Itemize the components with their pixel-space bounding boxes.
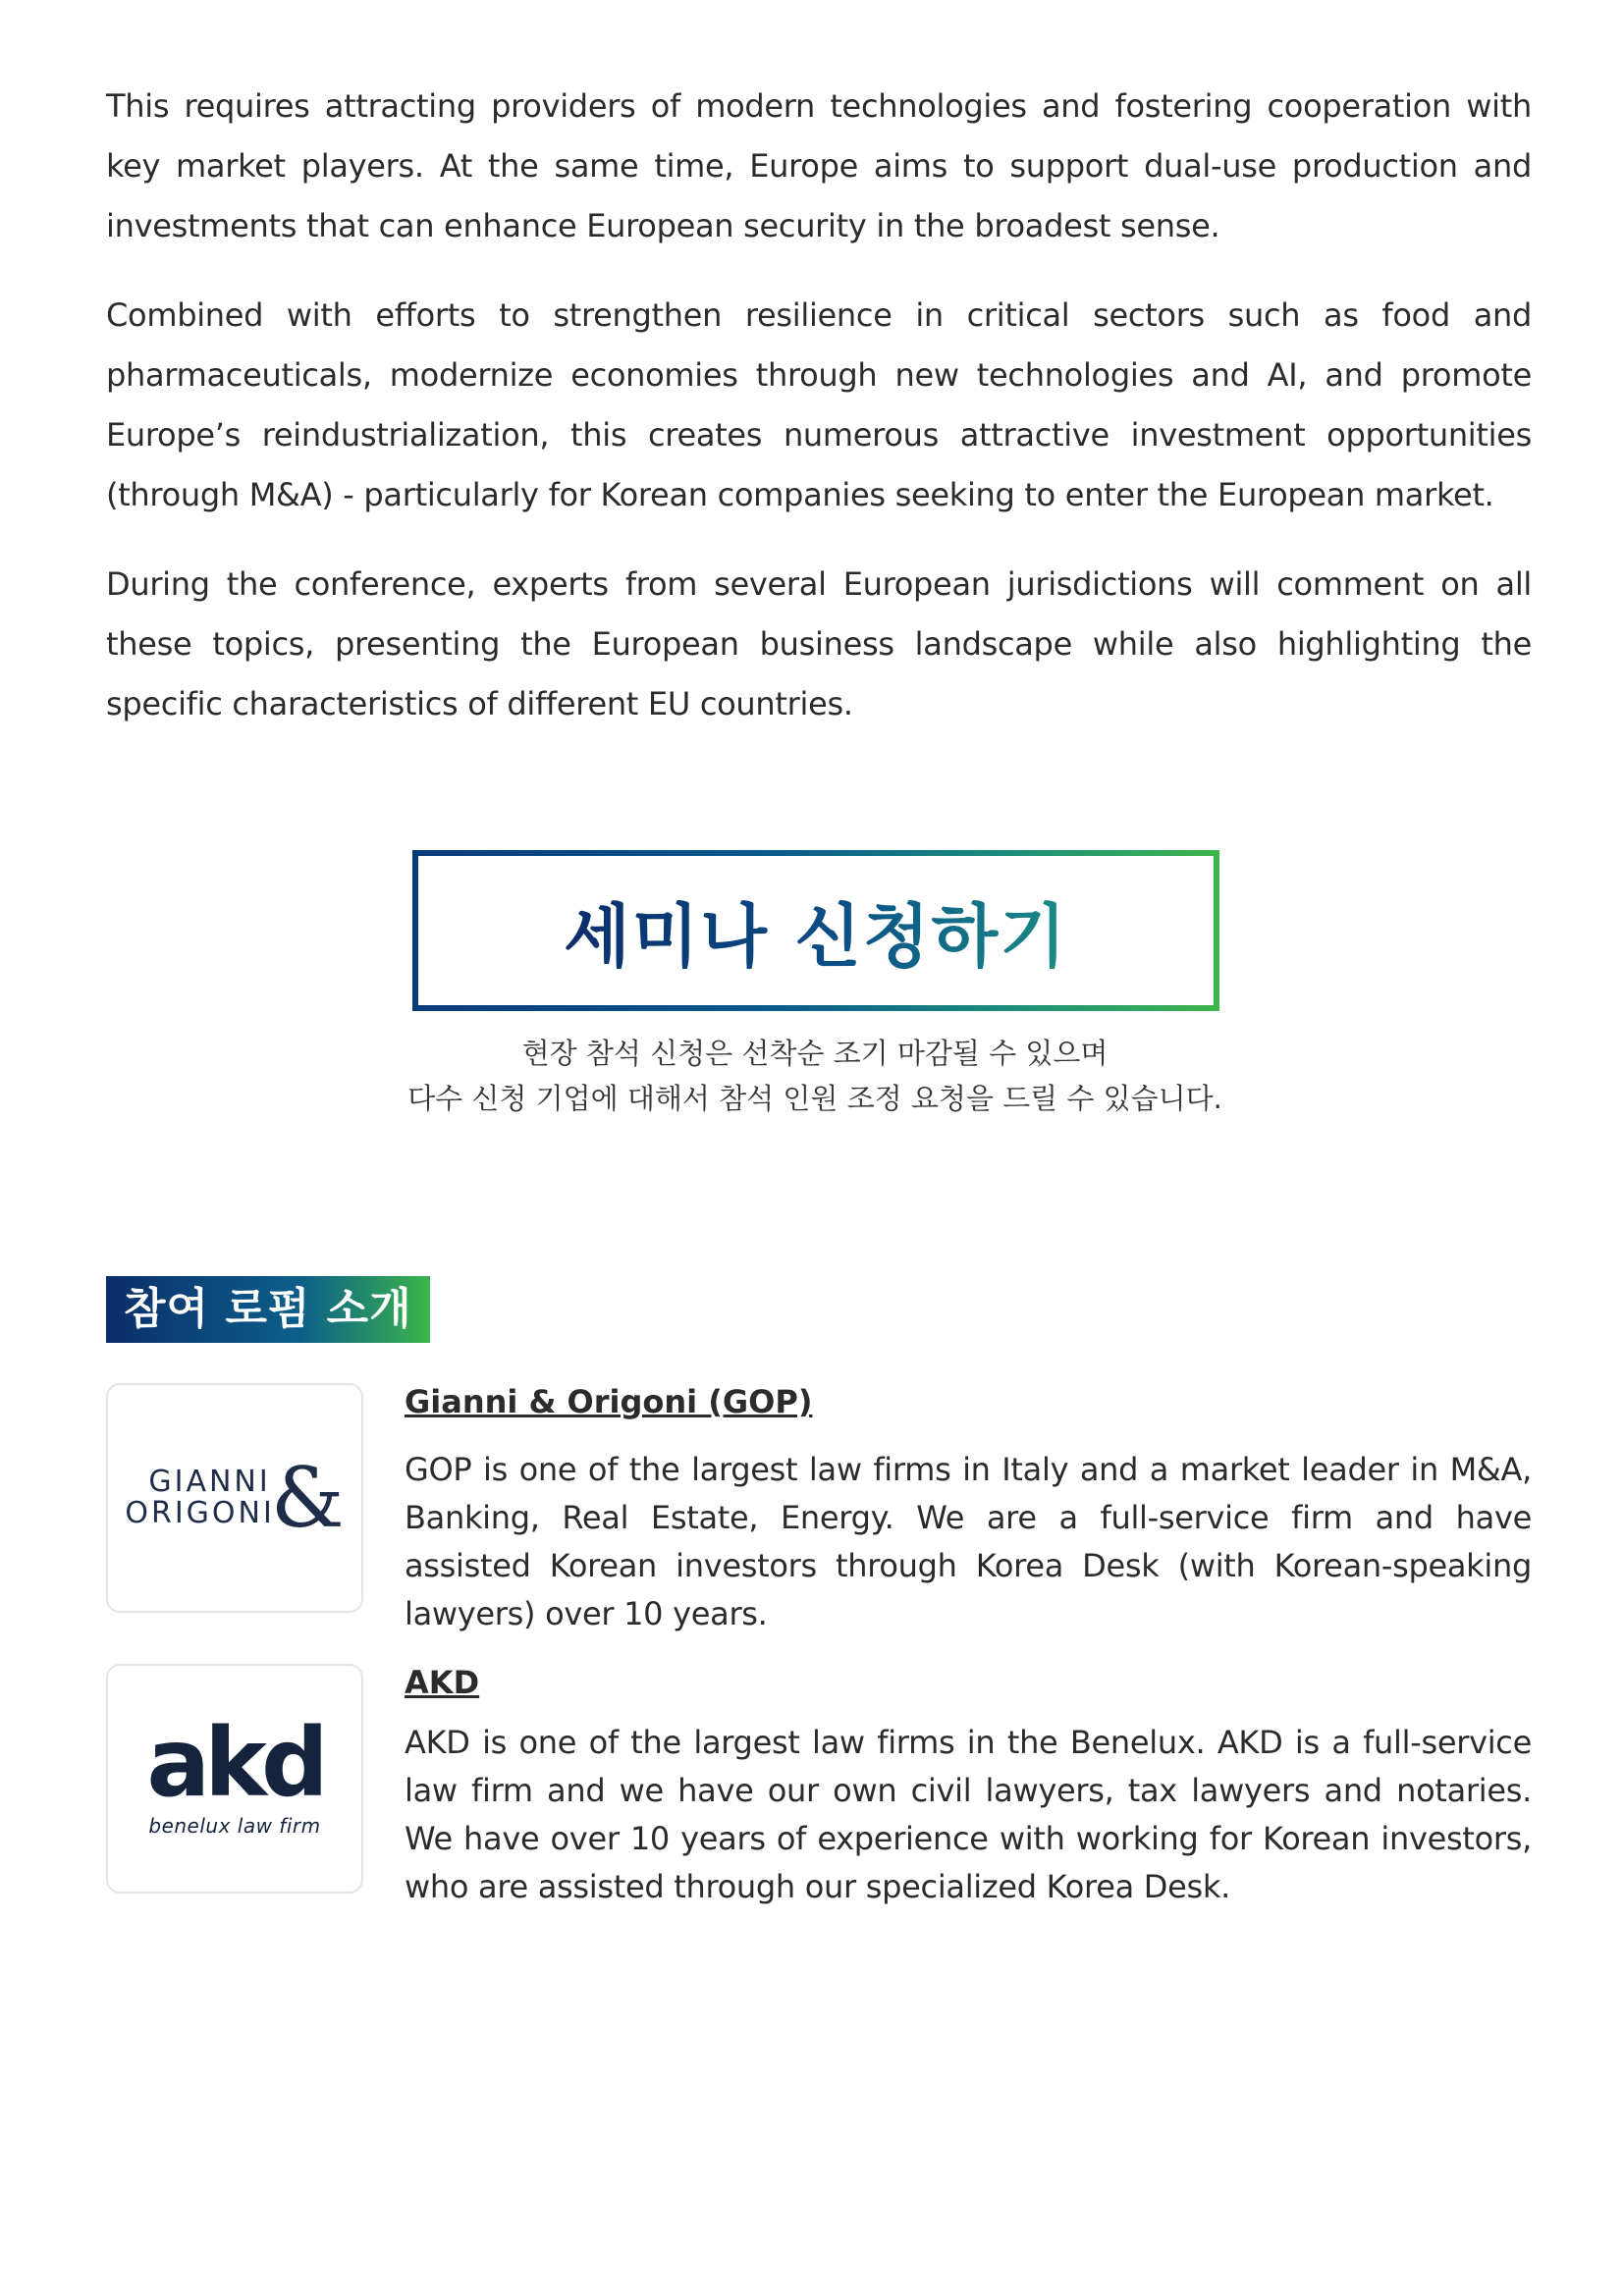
intro-paragraph: During the conference, experts from several European jurisdictions will comment on all these topics, presenting the European business landscape while also highlighting the specific characteristics of different EU countries. xyxy=(106,565,1532,722)
akd-logo-wordmark: akd xyxy=(146,1708,323,1818)
firm-body-akd xyxy=(405,1664,1532,1911)
registration-notice-line: 다수 신청 기업에 대해서 참석 인원 조정 요청을 드릴 수 있습니다. xyxy=(407,1082,1222,1115)
firm-body-gop xyxy=(405,1383,1532,1638)
gop-logo-ampersand: & xyxy=(270,1450,345,1546)
seminar-apply-label: 세미나 신청하기 xyxy=(564,881,1068,981)
firm-name-link-akd[interactable]: AKD xyxy=(405,1664,480,1701)
akd-logo-mark xyxy=(146,1708,323,1838)
firms-section-heading: 참여 로펌 소개 xyxy=(106,1276,430,1343)
gop-logo-line1: GIANNI xyxy=(148,1465,271,1499)
intro-section xyxy=(106,77,1532,764)
gop-logo-mark xyxy=(125,1450,345,1546)
gop-logo-line2: ORIGONI xyxy=(125,1496,275,1530)
akd-logo-tagline: benelux law firm xyxy=(148,1814,321,1838)
registration-notice xyxy=(295,1031,1335,1121)
intro-paragraph: This requires attracting providers of modern technologies and fostering cooperation with key market players. At the same time, Europe aims to support dual-use production and investments that can enhance European security in the broadest sense. xyxy=(106,87,1532,244)
registration-notice-line: 현장 참석 신청은 선착순 조기 마감될 수 있으며 xyxy=(521,1037,1109,1070)
akd-logo xyxy=(106,1664,363,1894)
seminar-apply-button-inner[interactable] xyxy=(418,856,1214,1005)
gop-logo xyxy=(106,1383,363,1613)
firm-description-gop: GOP is one of the largest law firms in Italy and a market leader in M&A, Banking, Real Estate, Energy. We are a full-service firm and have assisted Korean investors through Korea Desk (with Korean-speaking lawyers) over 10 years. xyxy=(405,1451,1532,1632)
firm-description-akd: AKD is one of the largest law firms in the Benelux. AKD is a full-service law firm and we have our own civil lawyers, tax lawyers and notaries. We have over 10 years of experience with working for Korean investors, who are assisted through our specialized Korea Desk. xyxy=(405,1724,1532,1905)
seminar-apply-button[interactable] xyxy=(412,850,1219,1011)
intro-paragraph: Combined with efforts to strengthen resilience in critical sectors such as food and pharmaceuticals, modernize economies through new technologies and AI, and promote Europe’s reindustrialization, this creates numerous attractive investment opportunities (through M&A) - particularly for Korean companies seeking to enter the European market. xyxy=(106,296,1532,513)
firm-name-link-gop[interactable]: Gianni & Origoni (GOP) xyxy=(405,1383,813,1420)
